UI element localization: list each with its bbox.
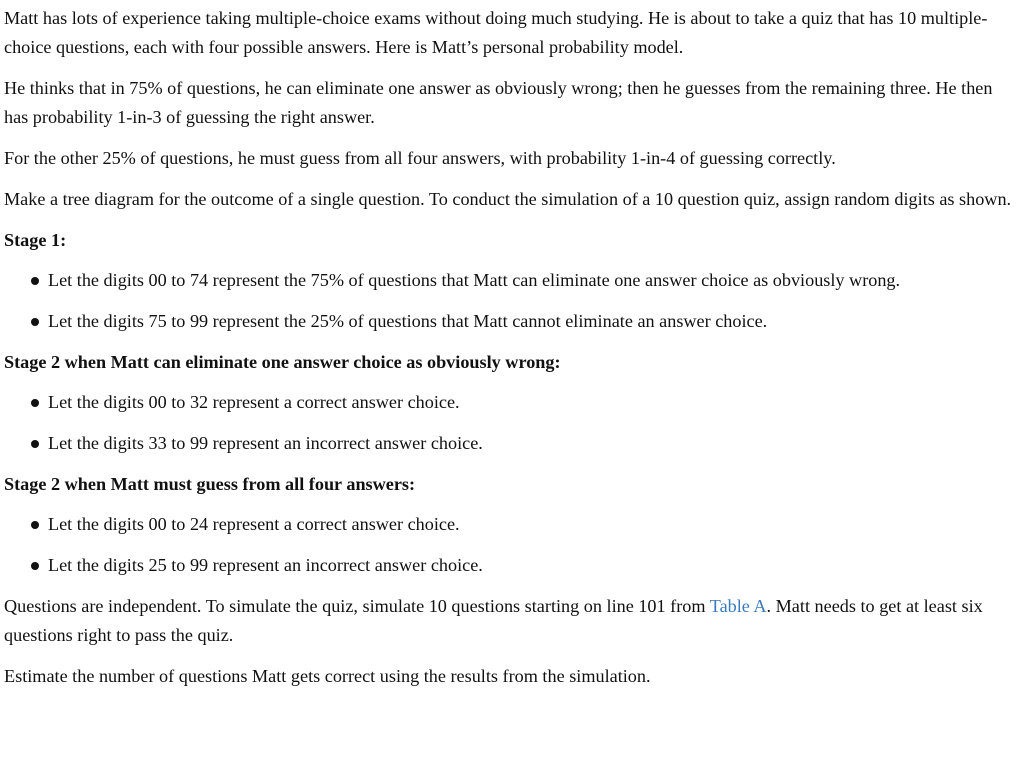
bullet-icon [31,399,39,407]
stage2-guess-list [4,510,1018,580]
list-item-text: Let the digits 75 to 99 represent the 25% of questions that Matt cannot eliminate an answer choice. [48,311,768,331]
list-item-text: Let the digits 33 to 99 represent an incorrect answer choice. [48,433,483,453]
list-item-text: Let the digits 00 to 74 represent the 75% of questions that Matt can eliminate one answer choice as obviously wrong. [48,270,901,290]
list-item-text: Let the digits 00 to 24 represent a correct answer choice. [48,514,460,534]
simulation-text-after-link: . Matt needs to get at least six questions right to pass the quiz. [4,596,983,645]
question-prompt: Estimate the number of questions Matt gets correct using the results from the simulation. [4,666,651,686]
simulation-paragraph [4,592,1018,650]
list-item-text: Let the digits 00 to 32 represent a correct answer choice. [48,392,460,412]
bullet-icon [31,440,39,448]
intro-paragraph-3: For the other 25% of questions, he must guess from all four answers, with probability 1-in-4 of guessing correctly. [4,148,836,168]
list-item [48,510,1018,539]
stage2-guess-heading: Stage 2 when Matt must guess from all four answers: [4,474,416,494]
list-item [48,307,1018,336]
stage1-heading: Stage 1: [4,230,67,250]
stage1-list [4,266,1018,336]
list-item [48,429,1018,458]
list-item-text: Let the digits 25 to 99 represent an incorrect answer choice. [48,555,483,575]
intro-paragraph-2: He thinks that in 75% of questions, he can eliminate one answer as obviously wrong; then he guesses from the remaining three. He then has probability 1-in-3 of guessing the right answer. [4,78,993,127]
stage2-eliminate-list [4,388,1018,458]
bullet-icon [31,562,39,570]
simulation-text-before-link: Questions are independent. To simulate the quiz, simulate 10 questions starting on line 101 from [4,596,710,616]
bullet-icon [31,277,39,285]
list-item [48,266,1018,295]
stage2-eliminate-heading: Stage 2 when Matt can eliminate one answer choice as obviously wrong: [4,352,561,372]
intro-paragraph-4: Make a tree diagram for the outcome of a single question. To conduct the simulation of a 10 question quiz, assign random digits as shown. [4,189,1012,209]
list-item [48,551,1018,580]
bullet-icon [31,318,39,326]
list-item [48,388,1018,417]
bullet-icon [31,521,39,529]
table-a-link[interactable]: Table A [709,596,767,616]
intro-paragraph-1: Matt has lots of experience taking multiple-choice exams without doing much studying. He is about to take a quiz that has 10 multiple-choice questions, each with four possible answers. Here is Matt’s personal probability model. [4,8,988,57]
